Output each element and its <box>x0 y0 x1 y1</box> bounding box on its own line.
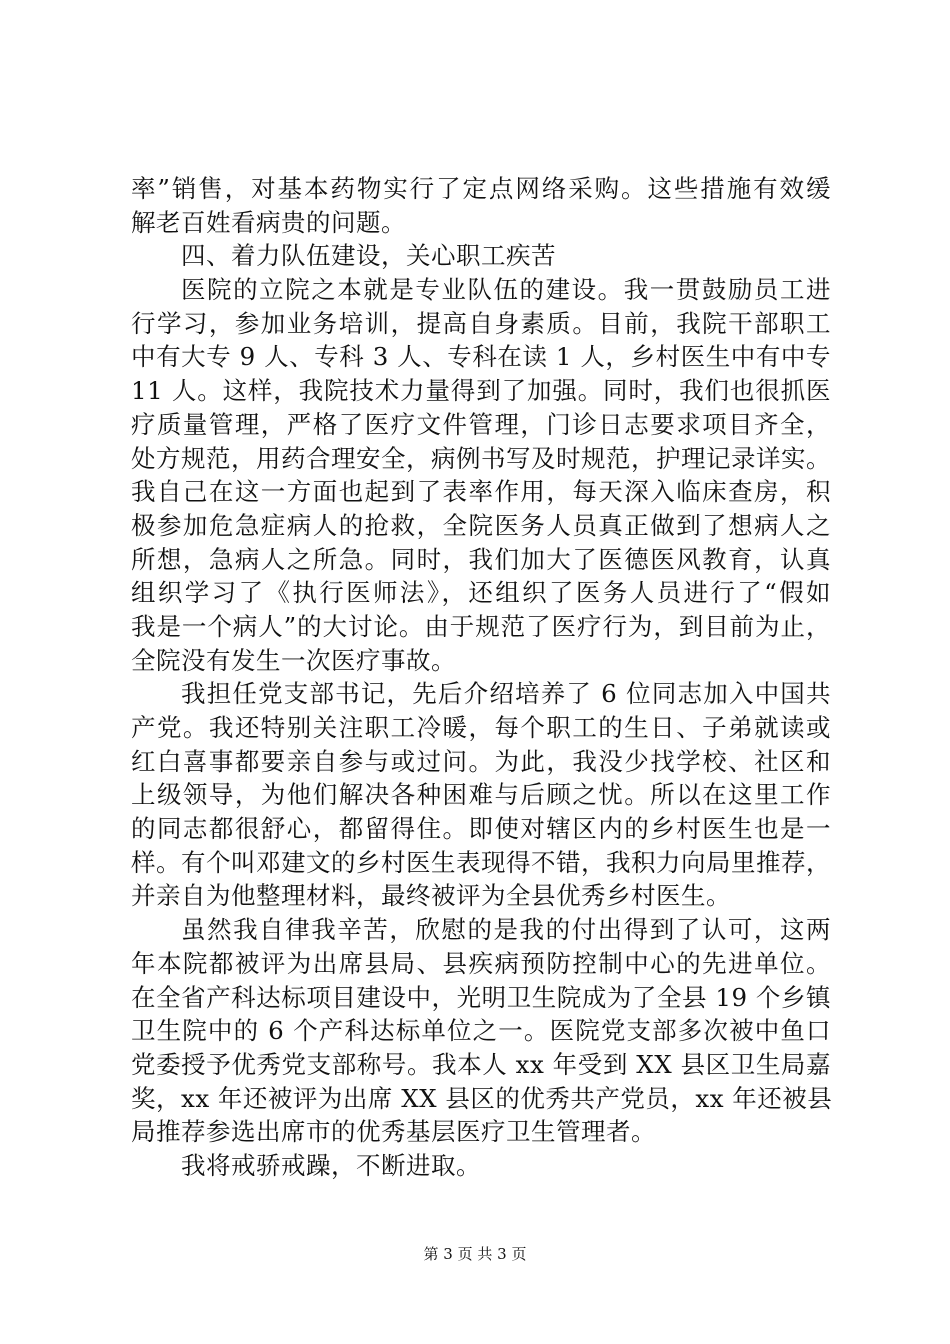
paragraph-first-line: 虽然我自律我辛苦，欣慰的是我的付出得到了认可，这两 <box>181 915 831 945</box>
paragraph-line: 上级领导，为他们解决各种困难与后顾之忧。所以在这里工作 <box>131 780 831 810</box>
paragraph-line: 全院没有发生一次医疗事故。 <box>131 645 456 675</box>
paragraph-line: 率”销售，对基本药物实行了定点网络采购。这些措施有效缓 <box>131 174 831 203</box>
paragraph-first-line: 我将戒骄戒躁，不断进取。 <box>181 1150 481 1180</box>
paragraph-line: 我是一个病人”的大讨论。由于规范了医疗行为，到目前为止， <box>131 611 831 641</box>
paragraph-line: 在全省产科达标项目建设中，光明卫生院成为了全县 19 个乡镇 <box>131 982 831 1012</box>
paragraph-line: 疗质量管理，严格了医疗文件管理，门诊日志要求项目齐全， <box>131 409 831 439</box>
paragraph-line: 卫生院中的 6 个产科达标单位之一。医院党支部多次被中鱼口 <box>131 1016 831 1046</box>
paragraph-line: 奖，xx 年还被评为出席 XX 县区的优秀共产党员，xx 年还被县 <box>131 1083 833 1113</box>
paragraph-line: 的同志都很舒心，都留得住。即使对辖区内的乡村医生也是一 <box>131 814 831 844</box>
paragraph-first-line: 医院的立院之本就是专业队伍的建设。我一贯鼓励员工进 <box>181 275 831 305</box>
paragraph-line: 样。有个叫邓建文的乡村医生表现得不错，我积力向局里推荐， <box>131 847 831 877</box>
paragraph-line: 行学习，参加业务培训，提高自身素质。目前，我院干部职工 <box>131 308 831 338</box>
paragraph-line: 党委授予优秀党支部称号。我本人 xx 年受到 XX 县区卫生局嘉 <box>131 1049 831 1079</box>
paragraph-line: 产党。我还特别关注职工冷暖，每个职工的生日、子弟就读或 <box>131 713 831 742</box>
paragraph-line: 极参加危急症病人的抢救，全院医务人员真正做到了想病人之 <box>131 510 831 540</box>
paragraph-line: 11 人。这样，我院技术力量得到了加强。同时，我们也很抓医 <box>131 376 831 406</box>
paragraph-line: 我自己在这一方面也起到了表率作用，每天深入临床查房，积 <box>131 477 831 507</box>
paragraph-line: 并亲自为他整理材料，最终被评为全县优秀乡村医生。 <box>131 881 731 911</box>
paragraph-line: 红白喜事都要亲自参与或过问。为此，我没少找学校、社区和 <box>131 746 831 776</box>
paragraph-line: 年本院都被评为出席县局、县疾病预防控制中心的先进单位。 <box>131 948 831 978</box>
paragraph-first-line: 四、着力队伍建设，关心职工疾苦 <box>181 241 556 271</box>
paragraph-line: 处方规范，用药合理安全，病例书写及时规范，护理记录详实。 <box>131 443 831 473</box>
paragraph-line: 所想，急病人之所急。同时，我们加大了医德医风教育，认真 <box>131 544 831 574</box>
paragraph-line: 中有大专 9 人、专科 3 人、专科在读 1 人，乡村医生中有中专 <box>131 342 831 372</box>
page-footer: 第 3 页 共 3 页 <box>423 1245 527 1263</box>
paragraph-line: 解老百姓看病贵的问题。 <box>131 207 406 237</box>
paragraph-first-line: 我担任党支部书记，先后介绍培养了 6 位同志加入中国共 <box>181 679 831 709</box>
paragraph-line: 组织学习了《执行医师法》，还组织了医务人员进行了“假如 <box>131 578 831 608</box>
document-body <box>131 172 831 1183</box>
paragraph-line: 局推荐参选出席市的优秀基层医疗卫生管理者。 <box>131 1117 656 1147</box>
